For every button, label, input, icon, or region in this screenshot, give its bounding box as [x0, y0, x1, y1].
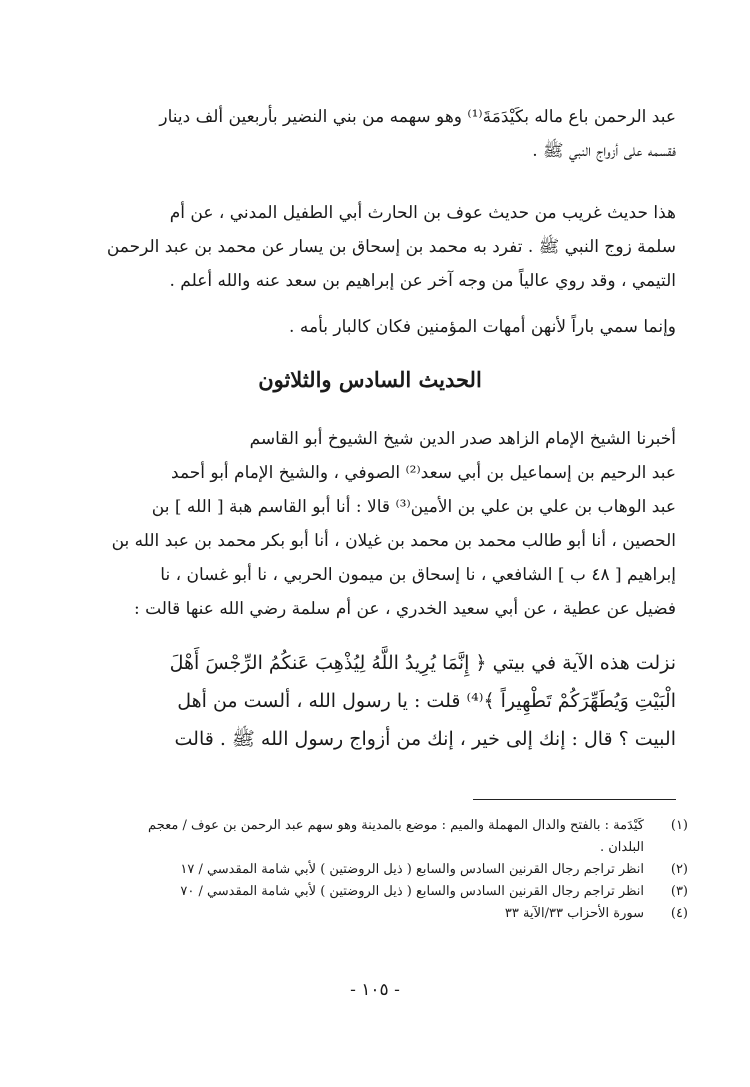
text-line: نزلت هذه الآية في بيتي ﴿ إِنَّمَا يُرِيدُ اللَّهُ لِيُذْهِبَ عَنكُمُ الرِّجْسَ أَهْلَ: [169, 652, 676, 674]
text-line: الحصين ، أنا أبو طالب محمد بن محمد بن غيلان ، أنا أبو بكر محمد بن عبد الله بن: [111, 531, 676, 551]
text-line: عبد الرحيم بن إسماعيل بن أبي سعد⁽²⁾ الصوفي ، والشيخ الإمام أبو أحمد: [171, 463, 676, 483]
text-line: عبد الرحمن باع ماله بكَيْدَمَةَ⁽¹⁾ وهو سهمه من بني النضير بأربعين ألف دينار: [159, 107, 676, 127]
text-line: البلدان .: [599, 840, 644, 855]
text-line: انظر تراجم رجال القرنين السادس والسابع ( ذيل الروضتين ) لأبي شامة المقدسي / ١٧: [180, 862, 644, 877]
paragraph-sale-of-kaydama: [64, 100, 676, 168]
text-line: سلمة زوج النبي ﷺ . تفرد به محمد بن إسحاق بن يسار عن محمد بن عبد الرحمن: [106, 237, 676, 257]
text-line: انظر تراجم رجال القرنين السادس والسابع ( ذيل الروضتين ) لأبي شامة المقدسي / ٧٠: [180, 884, 644, 899]
footnote-2: [62, 859, 688, 881]
text-line: أخبرنا الشيخ الإمام الزاهد صدر الدين شيخ الشيوخ أبو القاسم: [249, 429, 676, 449]
text-line: فضيل عن عطية ، عن أبي سعيد الخدري ، عن أم سلمة رضي الله عنها قالت :: [133, 599, 676, 619]
paragraph-quran-verse: [64, 644, 676, 758]
footnote-text: [62, 881, 644, 903]
text-line: إبراهيم [ ٤٨ ب ] الشافعي ، نا إسحاق بن ميمون الحربي ، نا أبو غسان ، نا: [160, 565, 676, 585]
footnote-number: (٣): [670, 884, 688, 899]
footnote-4: [62, 903, 688, 925]
page-number: - ١٠٥ -: [350, 980, 400, 1000]
footnote-3: [62, 881, 688, 903]
paragraph-isnad: [64, 422, 676, 626]
paragraph-naming-note: [64, 310, 676, 344]
footnote-text: [62, 903, 644, 925]
footnotes: [62, 815, 688, 925]
footnote-number: (٤): [670, 906, 688, 921]
text-line: وإنما سمي باراً لأنهن أمهات المؤمنين فكان كالبار بأمه .: [289, 317, 676, 337]
footnote-text: [62, 859, 644, 881]
footnote-1: [62, 815, 688, 859]
paragraph-hadith-commentary: [64, 196, 676, 298]
text-line: الْبَيْتِ وَيُطَهِّرَكُمْ تَطْهِيراً ﴾⁽⁴⁾ قلت : يا رسول الله ، ألست من أهل: [177, 690, 676, 712]
section-heading: الحديث السادس والثلاثون: [258, 367, 482, 392]
footnote-text: [62, 815, 644, 859]
footnote-number: (٢): [670, 862, 688, 877]
text-line: سورة الأحزاب ٣٣/الآية ٣٣: [504, 906, 644, 921]
text-line: البيت ؟ قال : إنك إلى خير ، إنك من أزواج رسول الله ﷺ . قالت: [174, 728, 676, 750]
text-line: كَيْدَمة : بالفتح والدال المهملة والميم : موضع بالمدينة وهو سهم عبد الرحمن بن عوف / معجم: [148, 818, 644, 833]
footnote-number: (١): [670, 818, 688, 833]
footnote-divider: [473, 799, 676, 800]
text-line: عبد الوهاب بن علي بن علي بن الأمين⁽³⁾ قالا : أنا أبو القاسم هبة [ الله ] بن: [151, 497, 676, 517]
text-line: فقسمه على أزواج النبي ﷺ .: [532, 141, 676, 161]
text-line: هذا حديث غريب من حديث عوف بن الحارث أبي الطفيل المدني ، عن أم: [169, 203, 676, 223]
text-line: التيمي ، وقد روي عالياً من وجه آخر عن إبراهيم بن سعد عنه والله أعلم .: [169, 271, 676, 291]
